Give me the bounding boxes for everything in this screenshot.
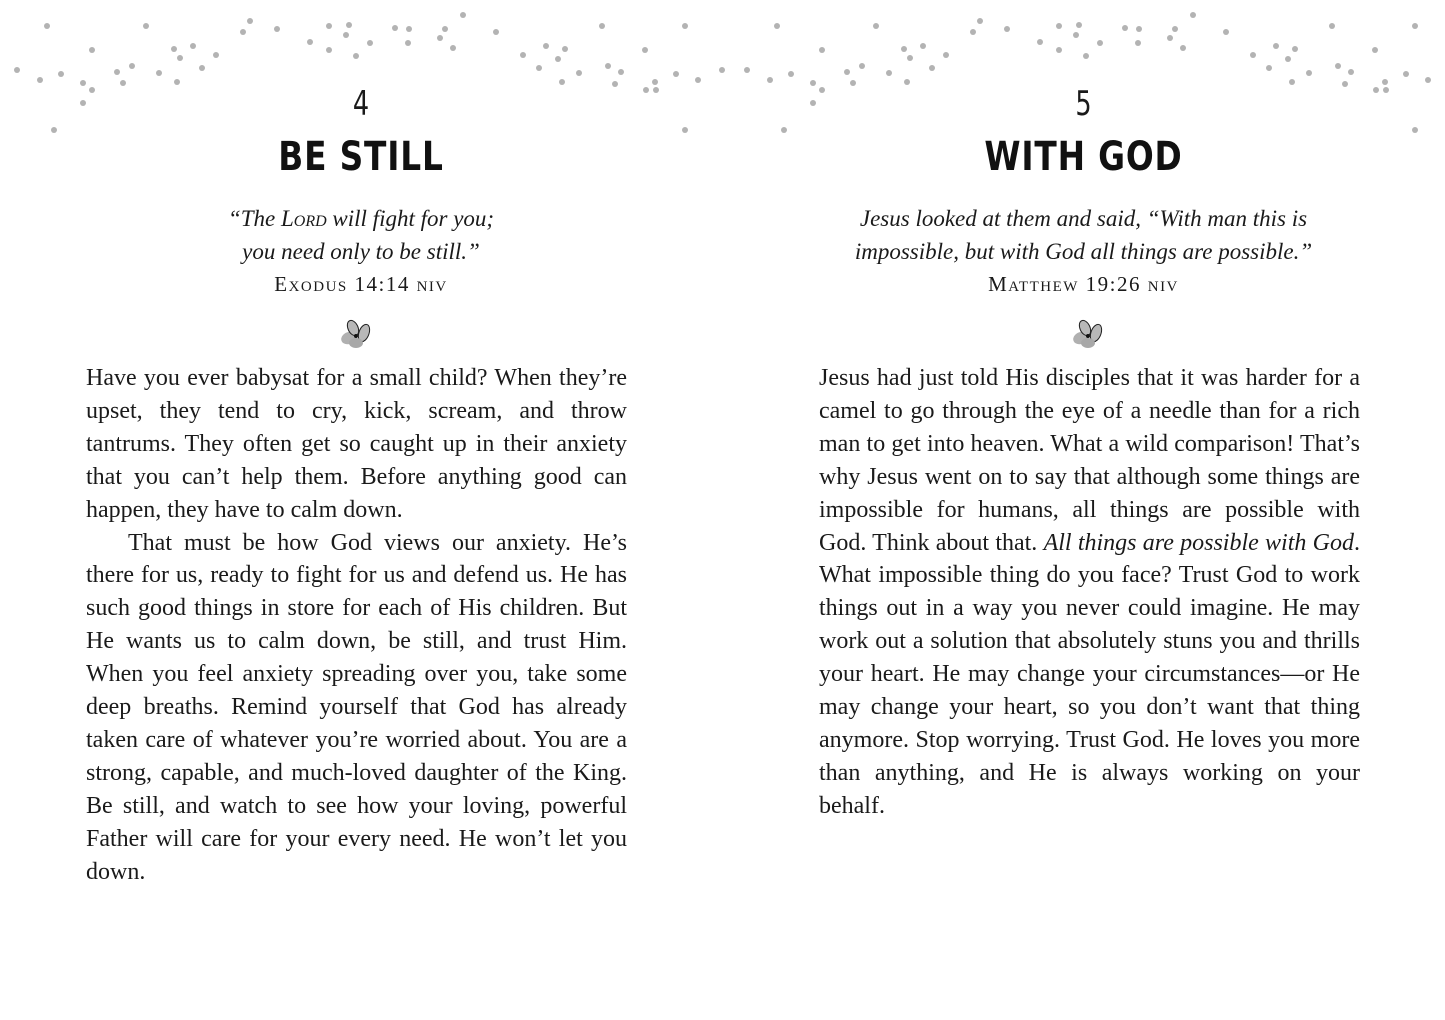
dot-decoration — [653, 87, 659, 93]
dot-decoration — [562, 46, 568, 52]
dot-decoration — [143, 23, 149, 29]
dot-decoration — [1190, 12, 1196, 18]
dot-decoration — [555, 56, 561, 62]
dot-decoration — [406, 26, 412, 32]
lord-small-caps: Lord — [280, 206, 327, 231]
dot-decoration — [1172, 26, 1178, 32]
dot-decoration — [177, 55, 183, 61]
dot-decoration — [171, 46, 177, 52]
body-paragraph — [819, 362, 1360, 823]
dot-decoration — [1223, 29, 1229, 35]
dot-decoration — [450, 45, 456, 51]
dot-decoration — [199, 65, 205, 71]
dot-decoration — [1122, 25, 1128, 31]
dot-decoration — [695, 77, 701, 83]
body-paragraph: That must be how God views our anxiety. He’s there for us, ready to fight for us and defend us. He has such good things in store for each of His children. But He wants us to calm down, be still, and trust Him. When you feel anxiety spreading over you, take some deep breaths. Remind yourself that God has already taken care of whatever you’re worried about. You are a strong, capable, and much-loved daughter of the King. Be still, and watch to see how your loving, powerful Father will care for your every need. He won’t let you down. — [86, 529, 627, 885]
dot-decoration — [873, 23, 879, 29]
dot-decoration — [1037, 39, 1043, 45]
dot-decoration — [326, 47, 332, 53]
dot-decoration — [781, 127, 787, 133]
dot-decoration — [576, 70, 582, 76]
dot-decoration — [520, 52, 526, 58]
dot-decoration — [114, 69, 120, 75]
dot-decoration — [1266, 65, 1272, 71]
scripture-line-1: Jesus looked at them and said, “With man this is — [859, 206, 1308, 231]
devotion-title: WITH GOD — [984, 134, 1183, 180]
dot-decoration — [1073, 32, 1079, 38]
dot-decoration — [1180, 45, 1186, 51]
dot-decoration — [353, 53, 359, 59]
dot-decoration — [1306, 70, 1312, 76]
devotion-number: 4 — [352, 84, 370, 124]
dot-decoration — [819, 47, 825, 53]
devotion-body — [86, 362, 627, 889]
dot-decoration — [977, 18, 983, 24]
devotion-number: 5 — [1075, 84, 1092, 124]
dot-decoration — [1403, 71, 1409, 77]
dot-decoration — [1273, 43, 1279, 49]
body-paragraph: Have you ever babysat for a small child? When they’re upset, they tend to cry, kick, scream, and throw tantrums. They often get so caught up in their anxiety that you can’t help them. Before anything good can happen, they have to calm down. — [86, 365, 627, 523]
dot-decoration — [346, 22, 352, 28]
scripture-quote — [722, 202, 1445, 268]
dot-decoration — [493, 29, 499, 35]
dot-pattern-decoration — [722, 0, 1445, 150]
dot-decoration — [1425, 77, 1431, 83]
dot-decoration — [1335, 63, 1341, 69]
dot-decoration — [37, 77, 43, 83]
dot-decoration — [80, 100, 86, 106]
dot-decoration — [405, 40, 411, 46]
dot-decoration — [767, 77, 773, 83]
dot-decoration — [774, 23, 780, 29]
devotion-title: BE STILL — [278, 134, 444, 180]
right-page — [722, 0, 1445, 1020]
dot-decoration — [1412, 127, 1418, 133]
dot-decoration — [920, 43, 926, 49]
dot-decoration — [129, 63, 135, 69]
dot-decoration — [1056, 47, 1062, 53]
dot-decoration — [392, 25, 398, 31]
dot-decoration — [58, 71, 64, 77]
dot-decoration — [673, 71, 679, 77]
dot-decoration — [1372, 47, 1378, 53]
dot-decoration — [543, 43, 549, 49]
dot-decoration — [970, 29, 976, 35]
dot-decoration — [460, 12, 466, 18]
dot-decoration — [744, 67, 750, 73]
dot-decoration — [1348, 69, 1354, 75]
emphasized-text: All things are possible with God — [1043, 529, 1354, 556]
dot-decoration — [618, 69, 624, 75]
dot-decoration — [886, 70, 892, 76]
dot-decoration — [1056, 23, 1062, 29]
dot-decoration — [788, 71, 794, 77]
dot-decoration — [642, 47, 648, 53]
dot-decoration — [1292, 46, 1298, 52]
dot-decoration — [1004, 26, 1010, 32]
dot-decoration — [599, 23, 605, 29]
dot-pattern-decoration — [0, 0, 722, 150]
scripture-line-2: impossible, but with God all things are possible.” — [854, 239, 1313, 264]
dot-decoration — [682, 127, 688, 133]
dot-decoration — [89, 47, 95, 53]
dot-decoration — [943, 52, 949, 58]
dot-decoration — [51, 127, 57, 133]
dot-decoration — [14, 67, 20, 73]
dot-decoration — [247, 18, 253, 24]
scripture-line-2: you need only to be still.” — [242, 239, 480, 264]
dot-decoration — [1329, 23, 1335, 29]
dot-decoration — [844, 69, 850, 75]
dot-decoration — [1382, 79, 1388, 85]
dot-decoration — [1285, 56, 1291, 62]
scripture-reference: Matthew 19:26 niv — [988, 272, 1179, 296]
body-text-part: Jesus had just told His disciples that it was harder for a camel to go through the eye of a needle than for a rich man to get into heaven. What a wild comparison! That’s why Jesus went on to say that although some things are impossible for humans, all things are possible with God. Think about that. — [819, 365, 1360, 556]
dot-decoration — [1135, 40, 1141, 46]
dot-decoration — [1412, 23, 1418, 29]
dot-decoration — [536, 65, 542, 71]
left-page — [0, 0, 722, 1020]
dot-decoration — [1083, 53, 1089, 59]
dot-decoration — [343, 32, 349, 38]
scripture-line-1 — [0, 202, 722, 235]
dot-decoration — [1097, 40, 1103, 46]
dot-decoration — [367, 40, 373, 46]
quote-text: “The — [227, 206, 281, 231]
dot-decoration — [240, 29, 246, 35]
dot-decoration — [80, 80, 86, 86]
dot-decoration — [326, 23, 332, 29]
flower-icon — [1070, 318, 1106, 352]
dot-decoration — [442, 26, 448, 32]
dot-decoration — [307, 39, 313, 45]
body-text-part: . What impossible thing do you face? Trust God to work things out in a way you never could imagine. He may work out a solution that absolutely stuns you and thrills your heart. He may change your circumstances—or He may change your heart, so you don’t want that thing anymore. Stop worrying. Trust God. He loves you more than anything, and He is always working on your behalf. — [819, 529, 1360, 819]
dot-decoration — [274, 26, 280, 32]
dot-decoration — [1383, 87, 1389, 93]
dot-decoration — [682, 23, 688, 29]
dot-decoration — [901, 46, 907, 52]
dot-decoration — [213, 52, 219, 58]
flower-icon — [338, 318, 374, 352]
dot-decoration — [156, 70, 162, 76]
dot-decoration — [1373, 87, 1379, 93]
scripture-reference: Exodus 14:14 niv — [274, 272, 448, 296]
dot-decoration — [1076, 22, 1082, 28]
dot-decoration — [859, 63, 865, 69]
dot-decoration — [652, 79, 658, 85]
dot-decoration — [190, 43, 196, 49]
devotion-body — [819, 362, 1360, 823]
dot-decoration — [907, 55, 913, 61]
dot-decoration — [437, 35, 443, 41]
dot-decoration — [44, 23, 50, 29]
scripture-quote — [0, 202, 722, 268]
dot-decoration — [1250, 52, 1256, 58]
dot-decoration — [643, 87, 649, 93]
dot-decoration — [1167, 35, 1173, 41]
quote-text: will fight for you; — [326, 206, 495, 231]
dot-decoration — [605, 63, 611, 69]
dot-decoration — [1136, 26, 1142, 32]
dot-decoration — [929, 65, 935, 71]
